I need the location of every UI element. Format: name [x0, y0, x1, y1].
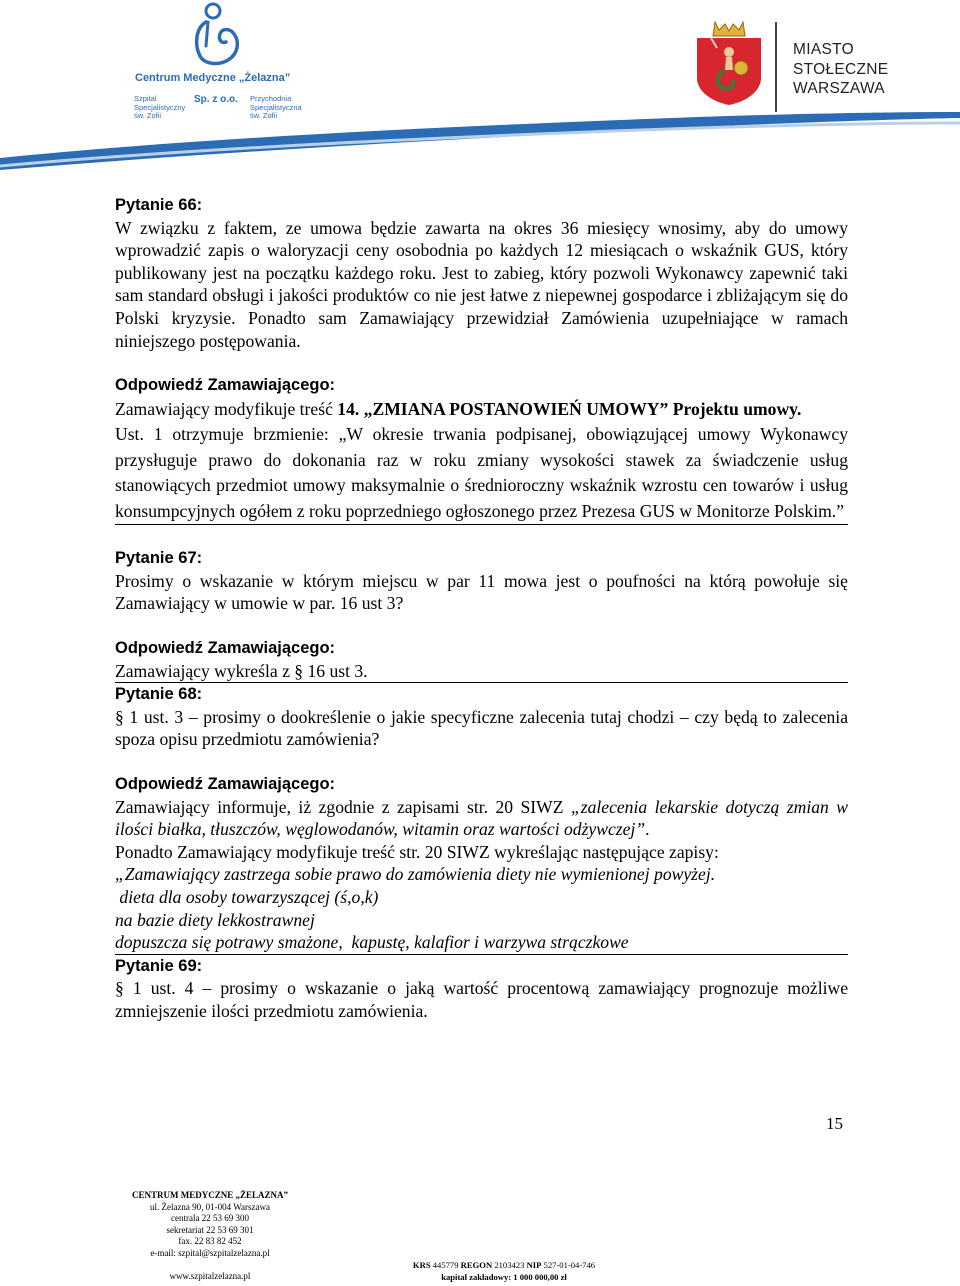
center-logo-figure: [186, 2, 248, 68]
answer-68-end: .: [645, 819, 650, 840]
answer-66-first-line: [115, 397, 848, 423]
removed-clause-3: na bazie diety lekkostrawnej: [115, 909, 315, 930]
footer-contact: [110, 1190, 310, 1282]
footer-phone-central: centrala 22 53 69 300: [171, 1213, 249, 1224]
answer-66-text: Ust. 1 otrzymuje brzmienie: „W okresie trwania podpisanej, obowiązującej umowy Wykonawcy przysługuje prawo do dokonania raz w roku zmiany wysokości stawek za świadczenie usług stanowiących przedmiot umowy maksymalnie o średnioroczny wskaźnik wzrostu cen towarów i usług konsumpcyjnych ogółem z roku poprzedniego ogłoszonego przez Prezesa GUS w Monitorze Polskim.”: [115, 422, 848, 525]
answer-67-label: Odpowiedź Zamawiającego:: [115, 639, 336, 658]
question-67-text: Prosimy o wskazanie w którym miejscu w par 11 mowa jest o poufności na którą powołuje się Zamawiający w umowie w par. 16 ust 3?: [115, 570, 848, 614]
nip-label: NIP: [526, 1260, 542, 1270]
question-69-text: § 1 ust. 4 – prosimy o wskazanie o jaką wartość procentową zamawiający prognozuje możliwe zmniejszenie ilości przedmiotu zamówienia.: [115, 978, 848, 1021]
footer-capital: kapitał zakładowy: 1 000 000,00 zł: [441, 1271, 567, 1282]
answer-68-text: [115, 796, 848, 841]
regon-label: REGON: [460, 1260, 493, 1270]
answer-68-label: Odpowiedź Zamawiającego:: [115, 775, 336, 793]
krs-label: KRS: [412, 1260, 431, 1270]
answer-66-label: Odpowiedź Zamawiającego:: [115, 376, 336, 395]
question-69-label: Pytanie 69:: [115, 956, 203, 975]
footer-registry: [396, 1260, 612, 1283]
regon-value: 2103423: [492, 1260, 527, 1270]
answer-67-text: Zamawiający wykreśla z § 16 ust 3.: [115, 660, 848, 684]
footer-website: www.szpitalzelazna.pl: [169, 1270, 251, 1281]
answer-68-intro: Zamawiający informuje, iż zgodnie z zapisami str. 20 SIWZ: [115, 796, 571, 817]
city-line-1: MIASTO: [793, 41, 854, 58]
removed-clause-2: dieta dla osoby towarzyszącej (ś,o,k): [115, 886, 379, 907]
removed-clause-4: dopuszcza się potrawy smażone, kapustę, kalafior i warzywa strączkowe: [115, 931, 848, 955]
center-name: Centrum Medyczne „Żelazna”: [135, 72, 291, 84]
page-number: 15: [826, 1114, 843, 1133]
question-68-text: § 1 ust. 3 – prosimy o dookreślenie o jakie specyficzne zalecenia tutaj chodzi – czy będą to zalecenia spoza opisu przedmiotu zamówienia?: [115, 706, 848, 750]
document-body: [115, 194, 848, 1023]
answer-66-section: 14. „ZMIANA POSTANOWIEŃ UMOWY” Projektu umowy.: [337, 398, 802, 419]
question-68-label: Pytanie 68:: [115, 685, 203, 704]
city-line-2: STOŁECZNE: [793, 60, 889, 78]
footer-email: e-mail: szpital@szpitalzelazna.pl: [150, 1247, 270, 1258]
footer-fax: fax. 22 83 82 452: [178, 1236, 242, 1247]
clinic-label: Przychodnia Specjalistyczna św. Zofii: [250, 94, 302, 120]
question-67-label: Pytanie 67:: [115, 549, 203, 568]
krs-value: 445779: [430, 1260, 461, 1270]
city-name: [793, 40, 888, 99]
warsaw-crest-icon: [693, 18, 765, 106]
question-66-label: Pytanie 66:: [115, 196, 203, 214]
removed-clause-1: „Zamawiający zastrzega sobie prawo do zamówienia diety nie wymienionej powyżej.: [115, 864, 716, 885]
question-66-text: W związku z faktem, ze umowa będzie zawarta na okres 36 miesięcy wnosimy, aby do umowy wprowadzić zapis o waloryzacji ceny osobodnia po każdych 12 miesiącach o wskaźnik GUS, który publikowany jest na początku każdego roku. Jest to zabieg, który pozwoli Wykonawcy zapewnić taki sam standard obsługi i jakości produktów co nie jest łatwe z niepewnej gospodarce i zbliżającym się do Polski kryzysie. Ponadto sam Zamawiający przewidział Zamówienia uzupełniające w ramach niniejszego postępowania.: [115, 217, 848, 351]
footer-address: ul. Żelazna 90, 01-004 Warszawa: [149, 1201, 271, 1212]
answer-68-quote: „zalecenia lekarskie dotyczą zmian w ilości białka, tłuszczów, węglowodanów, witamin oraz wartości odżywczej”: [115, 796, 848, 840]
header-divider: [775, 22, 777, 112]
footer-company: CENTRUM MEDYCZNE „ŻELAZNA”: [131, 1190, 288, 1200]
header-swoosh: [0, 108, 960, 170]
answer-68-modification: Ponadto Zamawiający modyfikuje treść str. 20 SIWZ wykreślając następujące zapisy:: [115, 841, 719, 862]
company-form: Sp. z o.o.: [194, 94, 238, 105]
footer-registry-line: [396, 1260, 612, 1272]
hospital-label: Szpital Specjalistyczny św. Zofii: [134, 94, 186, 120]
city-line-3: WARSZAWA: [793, 80, 885, 97]
footer-phone-secretariat: sekretariat 22 53 69 301: [166, 1224, 254, 1235]
nip-value: 527-01-04-746: [541, 1260, 596, 1270]
answer-66-intro: Zamawiający modyfikuje treść: [115, 398, 338, 419]
